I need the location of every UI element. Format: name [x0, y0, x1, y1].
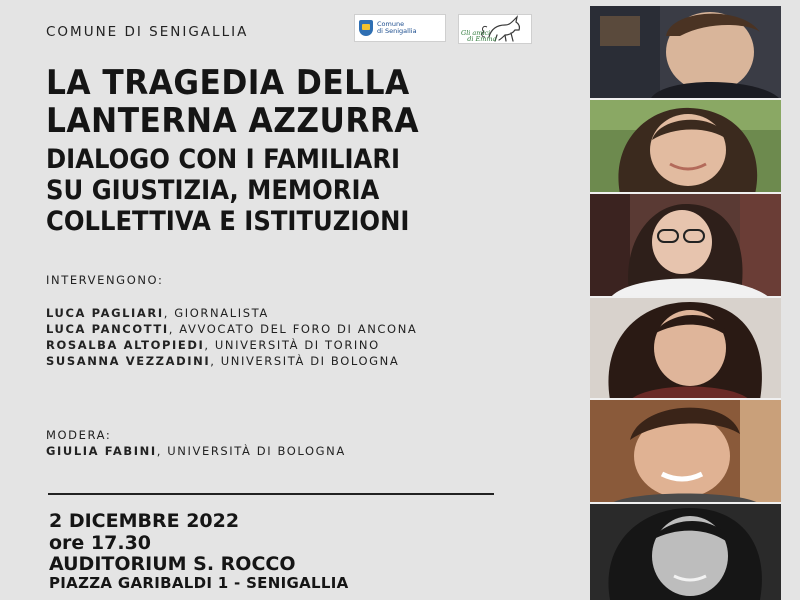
portrait-photo-4 [590, 298, 781, 400]
speaker-item: LUCA PAGLIARI, GIORNALISTA [46, 306, 269, 320]
event-date: 2 DICEMBRE 2022 [49, 510, 240, 532]
speaker-item: SUSANNA VEZZADINI, UNIVERSITÀ DI BOLOGNA [46, 354, 400, 368]
speaker-item: ROSALBA ALTOPIEDI, UNIVERSITÀ DI TORINO [46, 338, 380, 352]
organization-name: COMUNE DI SENIGALLIA [46, 24, 249, 40]
speakers-label: INTERVENGONO: [46, 273, 164, 287]
amici-di-emma-logo [458, 14, 532, 44]
divider-line [48, 493, 494, 495]
portrait-photo-6 [590, 504, 781, 600]
moderator-item: GIULIA FABINI, UNIVERSITÀ DI BOLOGNA [46, 444, 346, 458]
speaker-item: LUCA PANCOTTI, AVVOCATO DEL FORO DI ANCONA [46, 322, 418, 336]
event-venue: AUDITORIUM S. ROCCO [49, 553, 296, 575]
comune-senigallia-logo [354, 14, 446, 42]
event-subtitle: DIALOGO CON I FAMILIARI SU GIUSTIZIA, MEMORIA COLLETTIVA E ISTITUZIONI [46, 144, 410, 237]
moderator-label: MODERA: [46, 428, 112, 442]
portrait-photo-2 [590, 100, 781, 194]
event-address: PIAZZA GARIBALDI 1 - SENIGALLIA [49, 574, 349, 592]
coat-of-arms-icon [359, 20, 373, 36]
portrait-photo-3 [590, 194, 781, 298]
portrait-photo-1 [590, 6, 781, 100]
speakers-list [46, 305, 516, 369]
amici-logo-text: Gli amici di Emma [461, 29, 497, 43]
event-time: ore 17.30 [49, 532, 152, 554]
comune-logo-text: Comune di Senigallia [377, 20, 417, 35]
portrait-photo-5 [590, 400, 781, 504]
event-title: LA TRAGEDIA DELLA LANTERNA AZZURRA [46, 63, 420, 141]
victims-photo-strip [590, 6, 781, 600]
